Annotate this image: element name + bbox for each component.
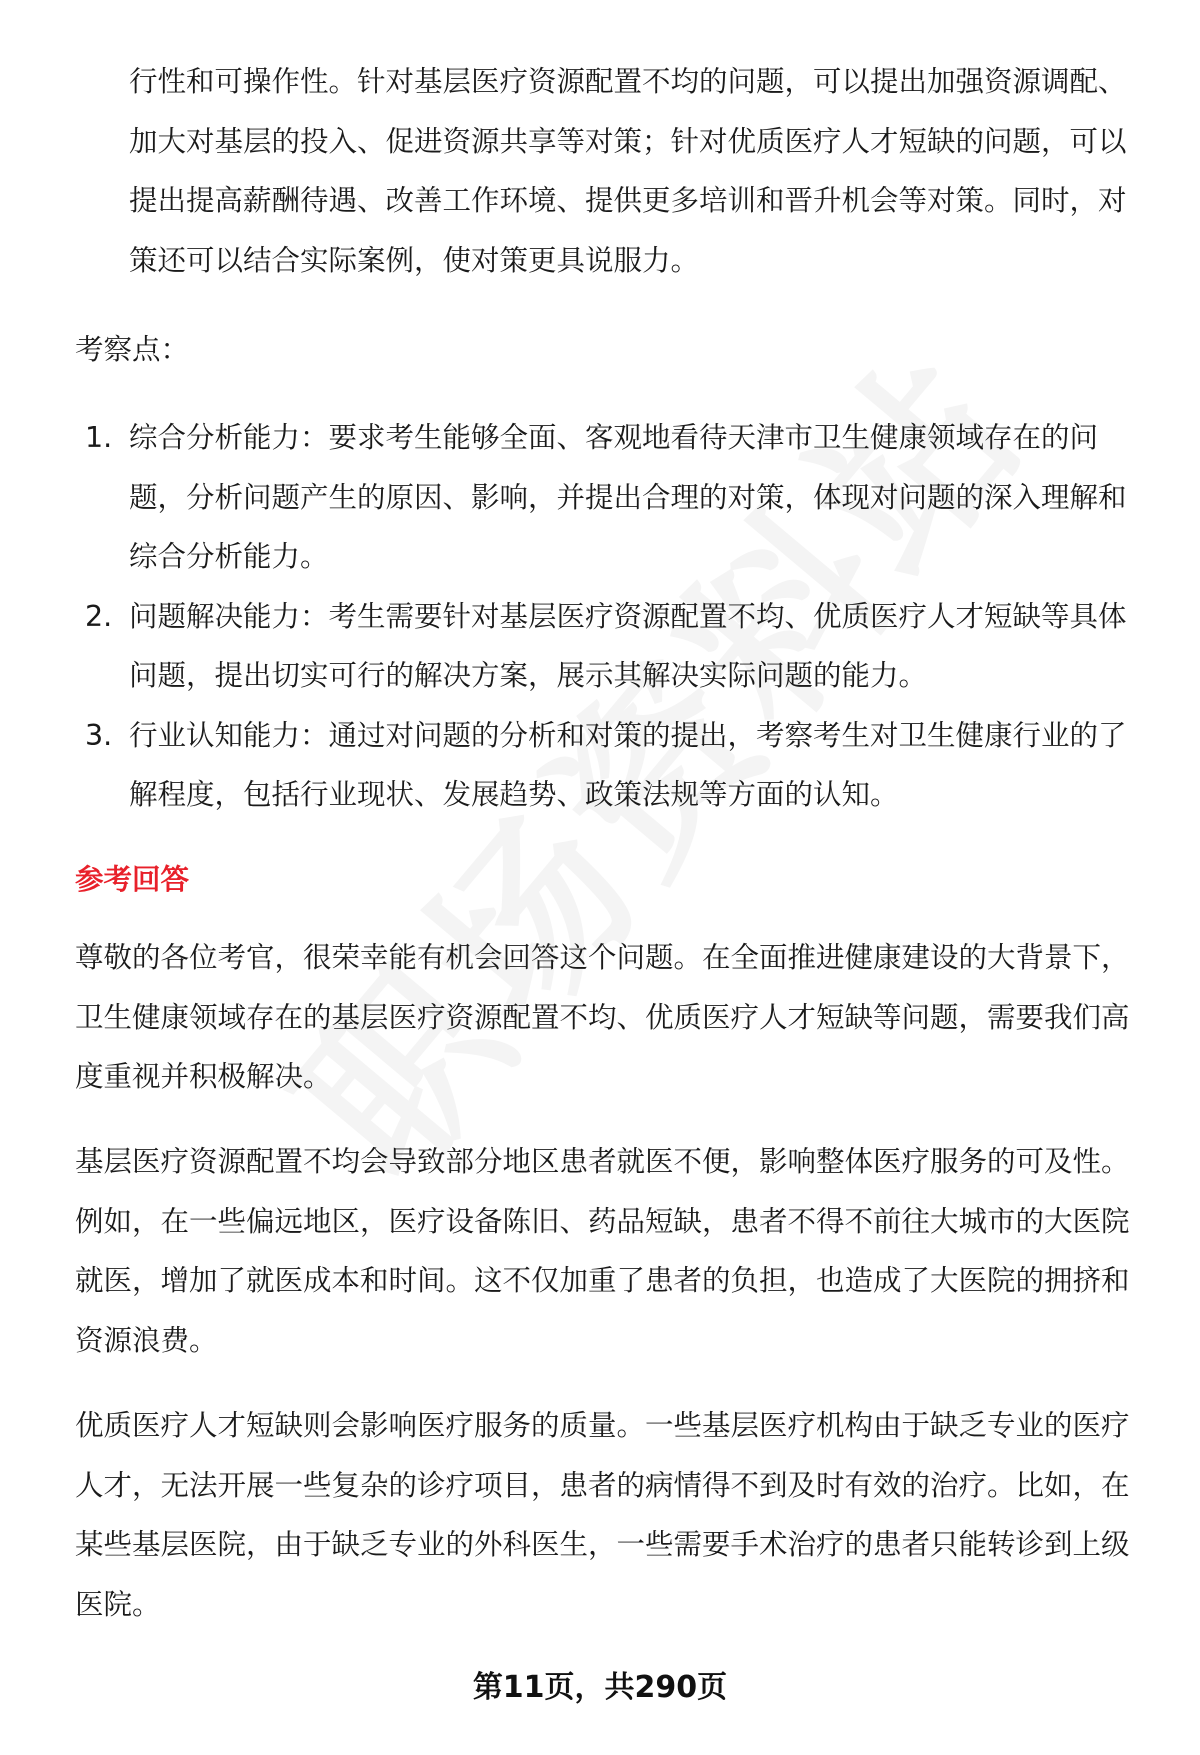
- intro-continuation-paragraph: 行性和可操作性。针对基层医疗资源配置不均的问题，可以提出加强资源调配、加大对基层的投入、促进资源共享等对策；针对优质医疗人才短缺的问题，可以提出提高薪酬待遇、改善工作环境、提供更多培训和晋升机会等对策。同时，对策还可以结合实际案例，使对策更具说服力。: [129, 65, 1127, 277]
- answer-paragraph-3: 优质医疗人才短缺则会影响医疗服务的质量。一些基层医疗机构由于缺乏专业的医疗人才，无法开展一些复杂的诊疗项目，患者的病情得不到及时有效的治疗。比如，在某些基层医院，由于缺乏专业的外科医生，一些需要手术治疗的患者只能转诊到上级医院。: [75, 1409, 1130, 1621]
- list-item-text: 问题解决能力：考生需要针对基层医疗资源配置不均、优质医疗人才短缺等具体问题，提出切实可行的解决方案，展示其解决实际问题的能力。: [129, 599, 1127, 692]
- list-item-text: 综合分析能力：要求考生能够全面、客观地看待天津市卫生健康领域存在的问题，分析问题产生的原因、影响，并提出合理的对策，体现对问题的深入理解和综合分析能力。: [129, 421, 1127, 573]
- list-item: [75, 408, 1145, 587]
- page-number-footer: 第11页，共290页: [472, 1670, 728, 1705]
- reference-answer-heading: 参考回答: [75, 863, 190, 896]
- list-item: [75, 706, 1145, 825]
- list-item-number: 1.: [85, 421, 113, 454]
- list-item-number: 3.: [85, 718, 113, 752]
- answer-paragraph-2: 基层医疗资源配置不均会导致部分地区患者就医不便，影响整体医疗服务的可及性。例如，在一些偏远地区，医疗设备陈旧、药品短缺，患者不得不前往大城市的大医院就医，增加了就医成本和时间。这不仅加重了患者的负担，也造成了大医院的拥挤和资源浪费。: [75, 1145, 1130, 1357]
- answer-paragraph-1: 尊敬的各位考官，很荣幸能有机会回答这个问题。在全面推进健康建设的大背景下，卫生健康领域存在的基层医疗资源配置不均、优质医疗人才短缺等问题，需要我们高度重视并积极解决。: [75, 941, 1130, 1093]
- list-item: [75, 587, 1145, 706]
- examination-points-list: [75, 408, 1145, 825]
- list-item-text: 行业认知能力：通过对问题的分析和对策的提出，考察考生对卫生健康行业的了解程度，包括行业现状、发展趋势、政策法规等方面的认知。: [129, 718, 1127, 811]
- examination-points-label: 考察点：: [75, 333, 190, 366]
- list-item-number: 2.: [85, 599, 113, 633]
